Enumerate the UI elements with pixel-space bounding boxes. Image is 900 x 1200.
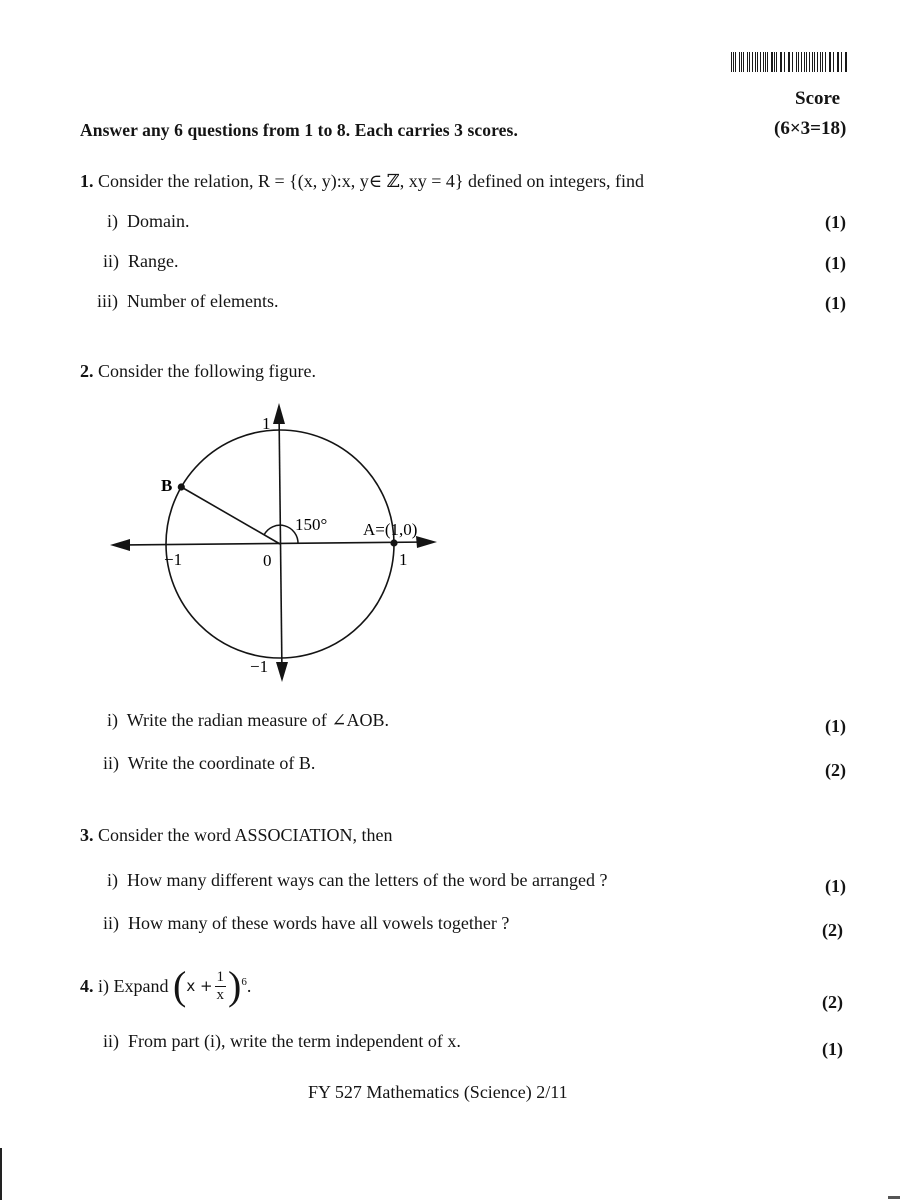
fraction-numerator: 1: [216, 968, 225, 985]
question-1: [80, 171, 644, 192]
marks: (1): [825, 876, 846, 896]
marks: (2): [822, 920, 843, 940]
barcode-bar: [804, 52, 805, 72]
part-text: Expand: [113, 975, 169, 996]
part-text: Write the coordinate of B.: [127, 753, 316, 773]
part-label: ii): [103, 753, 119, 773]
barcode-bar: [788, 52, 789, 72]
question-4-part-i: [80, 963, 252, 1008]
question-2-part-i: [107, 710, 389, 731]
barcode-bar: [781, 52, 782, 72]
question-1-part-i: [107, 211, 190, 232]
part-text: From part (i), write the term independent of x.: [128, 1031, 461, 1051]
question-4-part-ii: [103, 1031, 461, 1052]
fraction: [215, 970, 227, 1003]
scan-edge-mark: [888, 1196, 900, 1199]
y-axis: [279, 410, 282, 675]
origin-label: 0: [263, 551, 272, 570]
part-label: ii): [103, 1031, 119, 1051]
marks: (1): [825, 253, 846, 273]
barcode-bar: [838, 52, 839, 72]
marks: (2): [822, 992, 843, 1012]
part-text: Domain.: [127, 211, 190, 231]
radius-ob: [181, 487, 280, 544]
score-heading: Score: [795, 88, 841, 109]
question-text: Consider the word ASSOCIATION, then: [98, 825, 393, 845]
question-3-part-i: [107, 870, 607, 891]
part-text: Range.: [128, 251, 179, 271]
y-axis-bottom-arrow-icon: [276, 662, 288, 682]
barcode-bar: [771, 52, 772, 72]
question-number: 3.: [80, 825, 94, 845]
page-footer: FY 527 Mathematics (Science) 2/11: [308, 1082, 568, 1102]
y-axis-top-arrow-icon: [273, 403, 285, 424]
barcode-bar: [731, 52, 732, 72]
close-paren: ): [228, 963, 242, 1008]
question-2-part-ii: [103, 753, 315, 774]
x-axis: [118, 542, 430, 545]
barcode-bar: [757, 52, 758, 72]
barcode-bar: [845, 52, 846, 72]
open-paren: (: [172, 963, 187, 1008]
point-b: [178, 483, 185, 490]
x-axis-left-arrow-icon: [110, 539, 130, 551]
part-label: i): [107, 870, 118, 890]
question-number: 4.: [80, 975, 94, 996]
point-a-label: A=(1,0): [363, 520, 418, 539]
x-axis-right-arrow-icon: [416, 536, 437, 548]
part-text: Number of elements.: [127, 291, 279, 311]
y-top-label: 1: [262, 414, 271, 433]
y-bottom-label: −1: [250, 657, 269, 676]
x-left-label: −1: [164, 550, 183, 569]
barcode-bar: [822, 52, 823, 72]
part-label: i): [107, 211, 118, 231]
part-text: Write the radian measure of ∠AOB.: [126, 710, 389, 730]
part-label: iii): [97, 291, 118, 311]
marks: (1): [822, 1039, 843, 1059]
fraction-denominator: x: [216, 986, 225, 1003]
question-3-part-ii: [103, 913, 509, 934]
question-2: [80, 361, 316, 382]
barcode-bar: [796, 52, 797, 72]
part-text: How many of these words have all vowels together ?: [128, 913, 510, 933]
expression-x: x +: [186, 977, 213, 995]
barcode-bar: [755, 52, 756, 72]
scan-edge-line: [0, 1148, 2, 1200]
question-text: Consider the following figure.: [98, 361, 316, 381]
barcode-bar: [789, 52, 790, 72]
part-label: i): [98, 975, 109, 996]
barcode-bar: [820, 52, 821, 72]
barcode-bar: [767, 52, 768, 72]
point-b-label: B: [161, 476, 173, 495]
barcode-bar: [830, 52, 831, 72]
question-text: Consider the relation, R = {(x, y):x, y∈ ℤ, xy = 4} defined on integers, find: [98, 171, 644, 191]
marks: (1): [825, 293, 846, 313]
question-number: 1.: [80, 171, 94, 191]
barcode-bar: [812, 52, 813, 72]
barcode-bar: [747, 52, 748, 72]
marks: (1): [825, 716, 846, 736]
instruction-text: Answer any 6 questions from 1 to 8. Each carries 3 scores.: [80, 120, 518, 140]
question-number: 2.: [80, 361, 94, 381]
barcode: [731, 52, 849, 72]
part-label: ii): [103, 251, 119, 271]
part-label: i): [107, 710, 118, 730]
part-label: ii): [103, 913, 119, 933]
question-3: [80, 825, 393, 846]
marks: (1): [825, 212, 846, 232]
barcode-bar: [739, 52, 740, 72]
unit-circle-figure: [100, 400, 450, 690]
exponent: 6: [241, 976, 247, 988]
point-a: [390, 539, 397, 546]
score-total: (6×3=18): [774, 118, 847, 139]
part-text: How many different ways can the letters of the word be arranged ?: [127, 870, 608, 890]
angle-label: 150°: [295, 515, 328, 534]
question-1-part-ii: [103, 251, 178, 272]
x-right-label: 1: [399, 550, 408, 569]
period: .: [246, 975, 252, 996]
marks: (2): [825, 760, 846, 780]
question-1-part-iii: [97, 291, 278, 312]
